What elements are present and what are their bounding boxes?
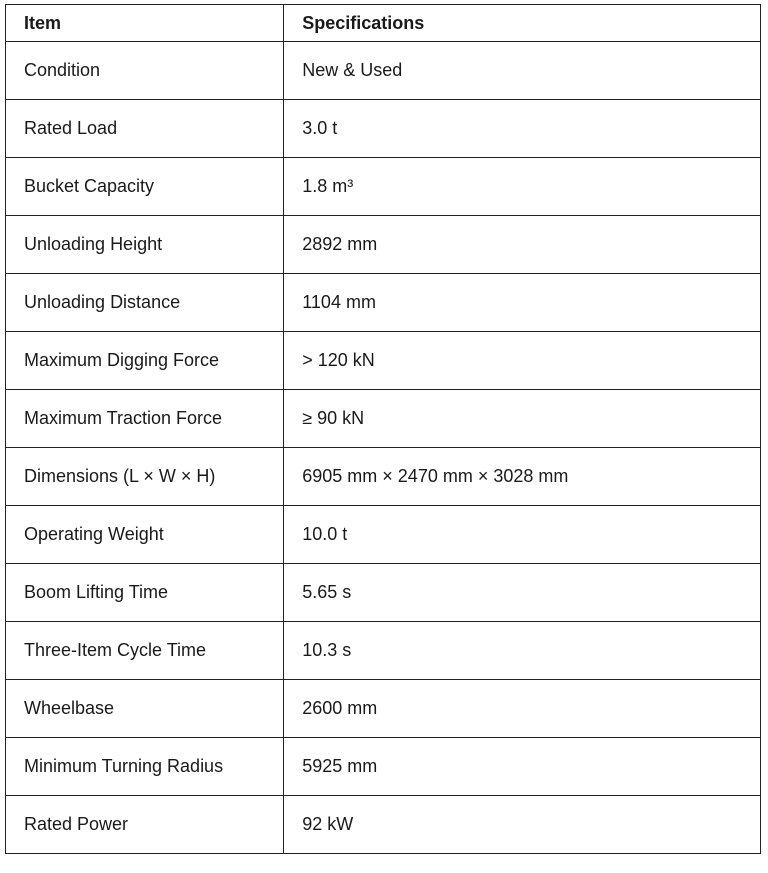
table-row — [6, 158, 761, 216]
row-item-cell: Condition — [6, 42, 284, 100]
table-header-row — [6, 5, 761, 42]
row-item-cell: Rated Power — [6, 796, 284, 854]
row-spec-cell: 10.0 t — [284, 506, 761, 564]
table-row — [6, 564, 761, 622]
row-spec-cell: 6905 mm × 2470 mm × 3028 mm — [284, 448, 761, 506]
row-spec-cell: 5925 mm — [284, 738, 761, 796]
table-row — [6, 738, 761, 796]
row-item-cell: Rated Load — [6, 100, 284, 158]
row-spec-cell: 5.65 s — [284, 564, 761, 622]
header-item: Item — [6, 5, 284, 42]
table-row — [6, 274, 761, 332]
row-item-cell: Maximum Digging Force — [6, 332, 284, 390]
table-row — [6, 390, 761, 448]
row-spec-cell: New & Used — [284, 42, 761, 100]
row-spec-cell: 1.8 m³ — [284, 158, 761, 216]
row-item-cell: Boom Lifting Time — [6, 564, 284, 622]
row-spec-cell: 1104 mm — [284, 274, 761, 332]
row-spec-cell: 10.3 s — [284, 622, 761, 680]
table-row — [6, 332, 761, 390]
specifications-table — [5, 4, 761, 854]
row-spec-cell: ≥ 90 kN — [284, 390, 761, 448]
row-item-cell: Operating Weight — [6, 506, 284, 564]
table-row — [6, 506, 761, 564]
row-item-cell: Maximum Traction Force — [6, 390, 284, 448]
table-row — [6, 448, 761, 506]
row-item-cell: Unloading Height — [6, 216, 284, 274]
row-item-cell: Dimensions (L × W × H) — [6, 448, 284, 506]
table-row — [6, 216, 761, 274]
table-row — [6, 100, 761, 158]
row-spec-cell: > 120 kN — [284, 332, 761, 390]
table-row — [6, 42, 761, 100]
table-row — [6, 796, 761, 854]
row-spec-cell: 2600 mm — [284, 680, 761, 738]
row-item-cell: Three-Item Cycle Time — [6, 622, 284, 680]
table-row — [6, 622, 761, 680]
header-specifications: Specifications — [284, 5, 761, 42]
row-item-cell: Bucket Capacity — [6, 158, 284, 216]
row-item-cell: Minimum Turning Radius — [6, 738, 284, 796]
row-spec-cell: 2892 mm — [284, 216, 761, 274]
row-spec-cell: 3.0 t — [284, 100, 761, 158]
row-spec-cell: 92 kW — [284, 796, 761, 854]
row-item-cell: Unloading Distance — [6, 274, 284, 332]
row-item-cell: Wheelbase — [6, 680, 284, 738]
table-row — [6, 680, 761, 738]
